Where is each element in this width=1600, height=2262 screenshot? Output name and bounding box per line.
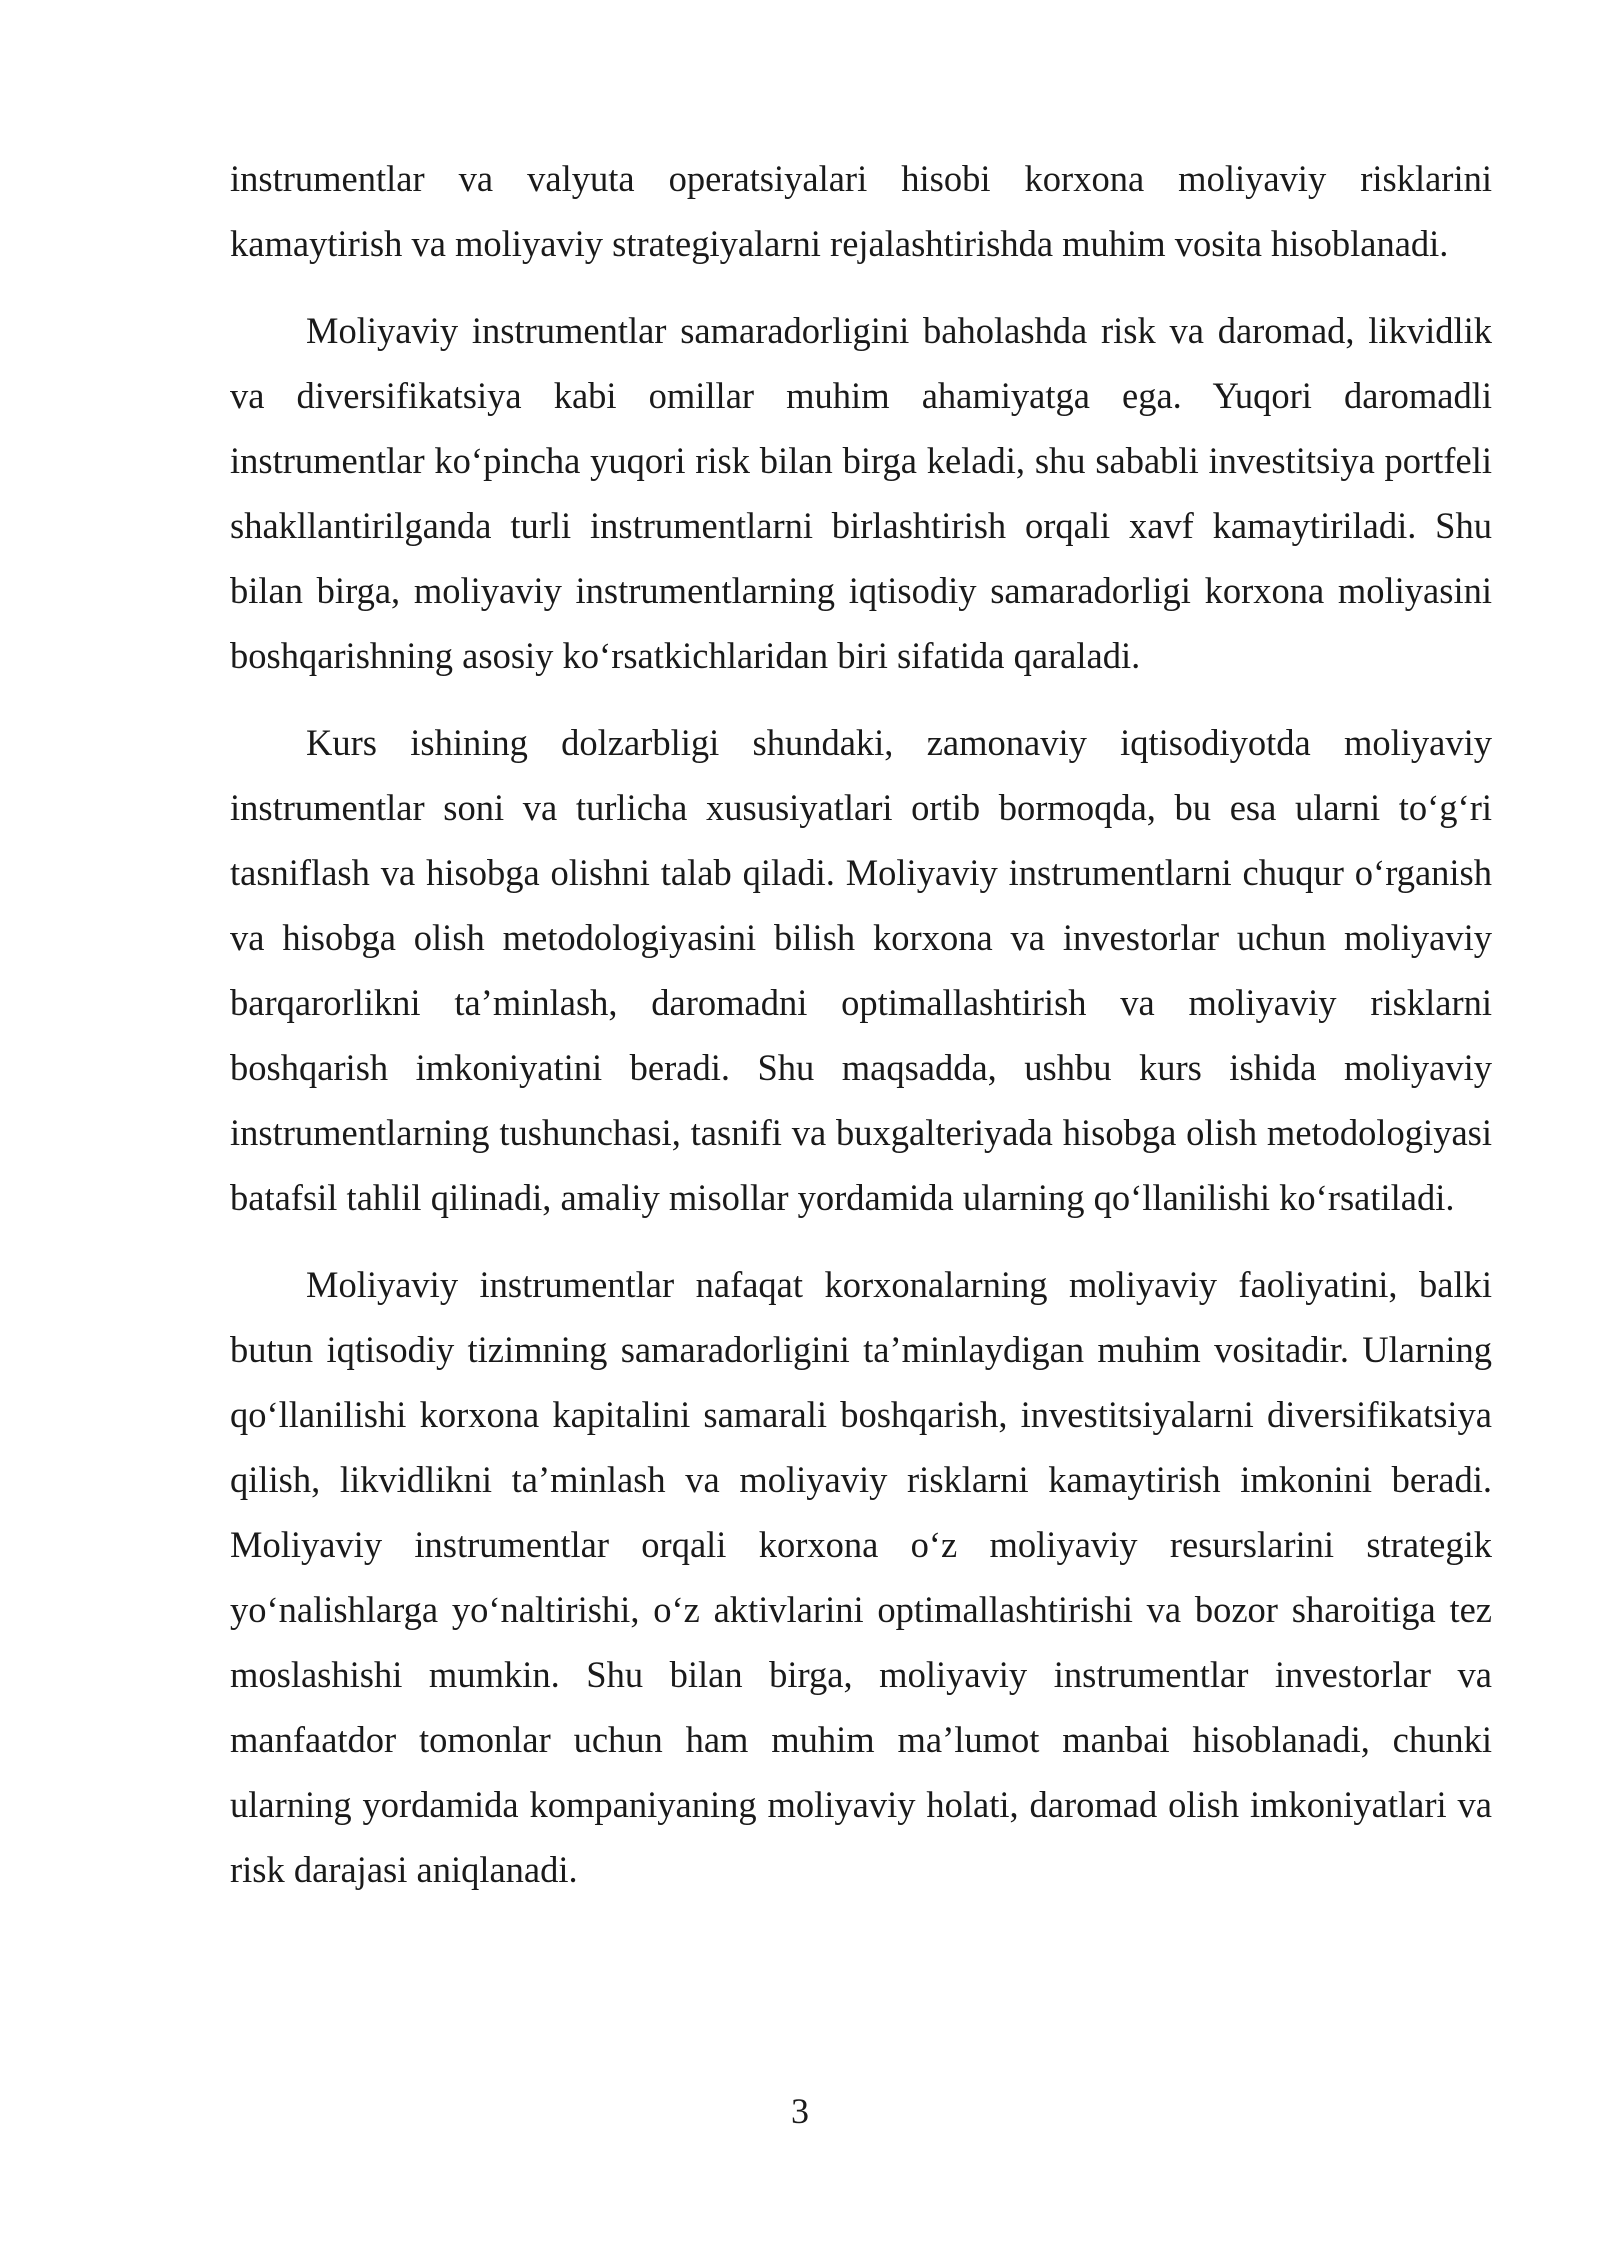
document-body <box>230 146 1492 1924</box>
paragraph-instrument-efficiency: Moliyaviy instrumentlar samaradorligini baholashda risk va daromad, likvidlik va diversifikatsiya kabi omillar muhim ahamiyatga ega. Yuqori daromadli instrumentlar ko‘pincha yuqori risk bilan birga keladi, shu sababli investitsiya portfeli shakllantirilganda turli instrumentlarni birlashtirish orqali xavf kamaytiriladi. Shu bilan birga, moliyaviy instrumentlarning iqtisodiy samaradorligi korxona moliyasini boshqarishning asosiy ko‘rsatkichlaridan biri sifatida qaraladi. <box>230 310 1492 676</box>
paragraph-instrument-role: Moliyaviy instrumentlar nafaqat korxonalarning moliyaviy faoliyatini, balki butun iqtisodiy tizimning samaradorligini ta’minlaydigan muhim vositadir. Ularning qo‘llanilishi korxona kapitalini samarali boshqarish, investitsiyalarni diversifikatsiya qilish, likvidlikni ta’minlash va moliyaviy risklarni kamaytirish imkonini beradi. Moliyaviy instrumentlar orqali korxona o‘z moliyaviy resurslarini strategik yo‘nalishlarga yo‘naltirishi, o‘z aktivlarini optimallashtirishi va bozor sharoitiga tez moslashishi mumkin. Shu bilan birga, moliyaviy instrumentlar investorlar va manfaatdor tomonlar uchun ham muhim ma’lumot manbai hisoblanadi, chunki ularning yordamida kompaniyaning moliyaviy holati, daromad olish imkoniyatlari va risk darajasi aniqlanadi. <box>230 1264 1492 1890</box>
paragraph-course-relevance: Kurs ishining dolzarbligi shundaki, zamonaviy iqtisodiyotda moliyaviy instrumentlar soni va turlicha xususiyatlari ortib bormoqda, bu esa ularni to‘g‘ri tasniflash va hisobga olishni talab qiladi. Moliyaviy instrumentlarni chuqur o‘rganish va hisobga olish metodologiyasini bilish korxona va investorlar uchun moliyaviy barqarorlikni ta’minlash, daromadni optimallashtirish va moliyaviy risklarni boshqarish imkoniyatini beradi. Shu maqsadda, ushbu kurs ishida moliyaviy instrumentlarning tushunchasi, tasnifi va buxgalteriyada hisobga olish metodologiyasi batafsil tahlil qilinadi, amaliy misollar yordamida ularning qo‘llanilishi ko‘rsatiladi. <box>230 722 1492 1218</box>
page-number: 3 <box>791 2091 809 2131</box>
paragraph-continuation: instrumentlar va valyuta operatsiyalari hisobi korxona moliyaviy risklarini kamaytirish va moliyaviy strategiyalarni rejalashtirishda muhim vosita hisoblanadi. <box>230 158 1492 264</box>
